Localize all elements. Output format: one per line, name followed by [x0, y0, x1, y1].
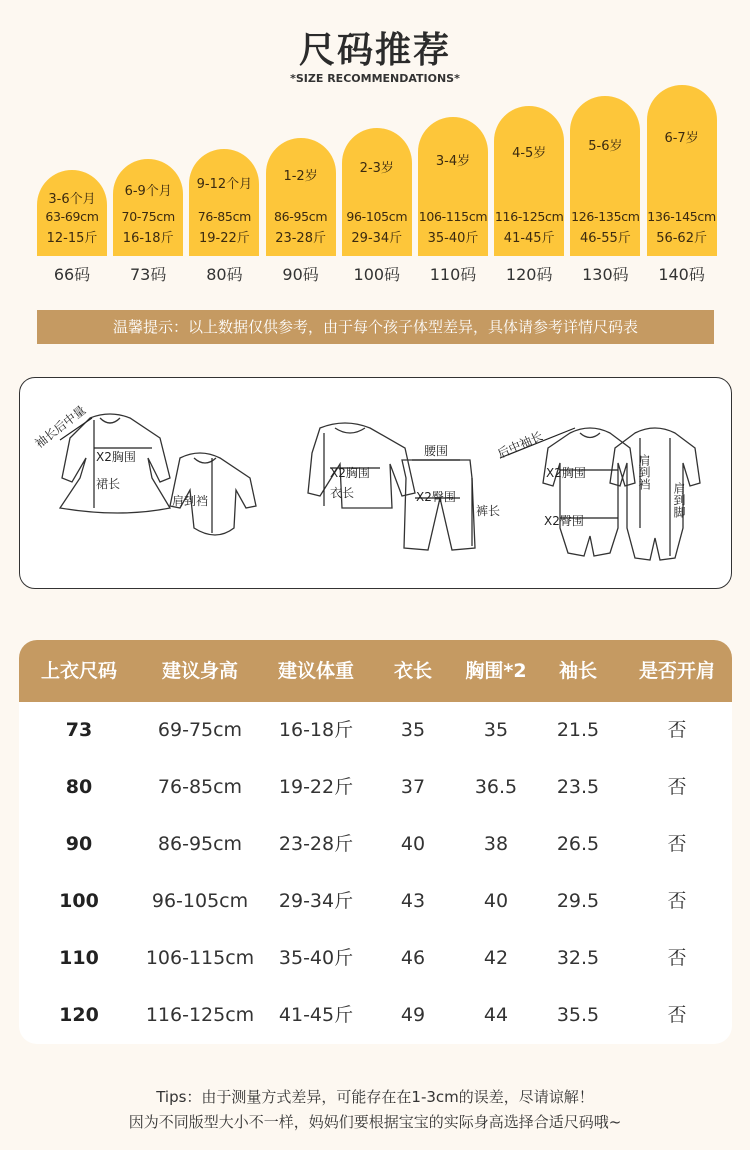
pants-icon — [402, 460, 475, 550]
table-cell: 86-95cm — [157, 833, 243, 855]
table-header-cell: 建议身高 — [161, 660, 238, 682]
table-cell: 23-28斤 — [278, 833, 354, 855]
table-header-cell: 上衣尺码 — [40, 660, 117, 682]
size-code: 130码 — [582, 265, 629, 284]
size-bar-age: 1-2岁 — [283, 169, 318, 185]
table-cell: 否 — [667, 776, 687, 798]
size-bar-weight: 41-45斤 — [503, 231, 555, 246]
page-title: 尺码推荐 — [298, 30, 451, 71]
table-cell: 90 — [65, 833, 93, 855]
table-cell: 40 — [483, 890, 509, 912]
size-bar-height: 116-125cm — [494, 209, 564, 224]
table-cell: 100 — [59, 890, 99, 912]
size-bar-height: 86-95cm — [273, 209, 328, 224]
table-cell: 否 — [667, 890, 687, 912]
size-code: 66码 — [53, 265, 91, 284]
label-shoulder-crotch-2: 肩到裆 — [637, 454, 651, 490]
size-bar-height: 96-105cm — [346, 209, 408, 224]
table-cell: 21.5 — [556, 719, 600, 741]
table-cell: 42 — [483, 947, 509, 969]
table-cell: 76-85cm — [157, 776, 243, 798]
size-bar-weight: 23-28斤 — [275, 231, 326, 246]
size-bar — [570, 96, 640, 256]
table-header-cell: 袖长 — [558, 660, 597, 682]
table-cell: 80 — [65, 776, 93, 798]
label-chest-2: X2胸围 — [330, 466, 370, 480]
size-bar — [266, 138, 336, 256]
romper-front-icon — [543, 428, 635, 556]
label-chest-1: X2胸围 — [96, 450, 136, 464]
size-table — [19, 640, 732, 1044]
table-header — [19, 640, 732, 702]
table-cell: 44 — [483, 1004, 509, 1026]
table-cell: 96-105cm — [151, 890, 249, 912]
size-code: 90码 — [282, 265, 319, 284]
table-cell: 38 — [483, 833, 509, 855]
size-bar-age: 9-12个月 — [196, 176, 253, 192]
label-hip-1: X2臀围 — [416, 490, 456, 504]
table-cell: 36.5 — [474, 776, 518, 798]
label-shoulder-crotch-1: 肩到裆 — [172, 494, 209, 508]
notice-banner: 温馨提示：以上数据仅供参考，由于每个孩子体型差异，具体请参考详情尺码表 — [37, 310, 714, 344]
table-header-cell: 衣长 — [393, 660, 432, 682]
size-bar-weight: 19-22斤 — [199, 231, 250, 246]
size-code-row — [37, 262, 717, 284]
table-cell: 73 — [65, 719, 93, 741]
table-cell: 41-45斤 — [278, 1004, 354, 1026]
garment-illustrations — [20, 378, 733, 590]
size-code: 120码 — [505, 265, 553, 284]
size-code: 73码 — [130, 265, 167, 284]
size-code: 80码 — [206, 265, 243, 284]
table-cell: 46 — [400, 947, 426, 969]
size-bar-age: 5-6岁 — [588, 138, 623, 154]
table-cell: 否 — [667, 719, 687, 741]
size-bar-weight: 46-55斤 — [580, 231, 631, 246]
size-bar-age: 3-6个月 — [48, 192, 96, 207]
table-cell: 16-18斤 — [278, 719, 354, 741]
table-row — [19, 930, 732, 987]
label-back-sleeve: 后中袖长 — [495, 428, 545, 462]
table-cell: 26.5 — [556, 833, 600, 855]
table-cell: 35-40斤 — [278, 947, 354, 969]
size-bar-weight: 16-18斤 — [122, 231, 174, 246]
table-header-cell: 胸围*2 — [465, 660, 527, 682]
table-cell: 否 — [667, 947, 687, 969]
size-bar-weight: 29-34斤 — [351, 231, 403, 246]
label-hip-2: X2臀围 — [544, 514, 584, 528]
size-bar-age: 6-9个月 — [124, 184, 172, 200]
size-bar-age: 3-4岁 — [435, 153, 471, 169]
table-cell: 110 — [59, 947, 99, 969]
label-sleeve-back: 袖长后中量 — [32, 402, 89, 451]
table-row — [19, 759, 732, 816]
table-cell: 116-125cm — [145, 1004, 255, 1026]
table-row — [19, 702, 732, 759]
table-cell: 40 — [400, 833, 426, 855]
size-code: 100码 — [353, 265, 401, 284]
label-skirt-length: 裙长 — [96, 477, 121, 491]
table-cell: 29-34斤 — [278, 890, 354, 912]
size-bar-height: 70-75cm — [121, 209, 175, 224]
size-bar-height: 63-69cm — [45, 209, 99, 224]
size-code: 140码 — [658, 265, 705, 284]
size-bar-weight: 12-15斤 — [46, 231, 98, 246]
size-bar-chart — [37, 86, 717, 256]
tips-line-1: Tips：由于测量方式差异，可能存在在1-3cm的误差，尽请谅解！ — [156, 1088, 594, 1106]
size-bar-age: 4-5岁 — [512, 146, 547, 162]
table-cell: 否 — [667, 833, 687, 855]
table-cell: 69-75cm — [157, 719, 243, 741]
size-bar — [189, 149, 259, 256]
size-bar-height: 106-115cm — [418, 209, 488, 224]
size-bar-age: 6-7岁 — [664, 130, 699, 146]
size-bar — [418, 117, 488, 256]
table-row — [19, 873, 732, 930]
table-cell: 29.5 — [556, 890, 600, 912]
table-cell: 106-115cm — [145, 947, 255, 969]
table-cell: 35 — [483, 719, 509, 741]
table-cell: 120 — [59, 1004, 99, 1026]
table-row — [19, 987, 732, 1044]
label-pants-length: 裤长 — [476, 504, 501, 518]
table-cell: 43 — [400, 890, 426, 912]
table-header-cell: 是否开肩 — [638, 660, 715, 682]
label-chest-3: X2胸围 — [546, 466, 586, 480]
label-top-length: 衣长 — [330, 486, 355, 500]
table-cell: 35 — [400, 719, 426, 741]
table-header-cell: 建议体重 — [277, 660, 354, 682]
table-cell: 19-22斤 — [278, 776, 354, 798]
table-cell: 49 — [400, 1004, 426, 1026]
size-bar-height: 136-145cm — [647, 209, 716, 224]
size-bar — [494, 106, 564, 256]
tips-line-2: 因为不同版型大小不一样，妈妈们要根据宝宝的实际身高选择合适尺码哦~ — [128, 1113, 622, 1131]
measurement-diagram — [19, 377, 732, 589]
label-waist: 腰围 — [424, 444, 449, 458]
table-cell: 23.5 — [556, 776, 600, 798]
size-bar — [37, 170, 107, 256]
label-shoulder-foot: 肩到脚 — [672, 482, 686, 518]
table-row — [19, 816, 732, 873]
size-code: 110码 — [429, 265, 477, 284]
size-bar — [342, 128, 412, 256]
table-cell: 否 — [667, 1004, 687, 1026]
size-bar-weight: 56-62斤 — [656, 231, 707, 246]
table-cell: 35.5 — [556, 1004, 600, 1026]
size-bar-age: 2-3岁 — [359, 161, 394, 177]
size-bar-weight: 35-40斤 — [427, 231, 479, 246]
size-bar — [647, 85, 717, 256]
page-subtitle: *SIZE RECOMMENDATIONS* — [290, 72, 460, 85]
table-cell: 37 — [400, 776, 426, 798]
table-cell: 32.5 — [556, 947, 600, 969]
size-bar-height: 76-85cm — [197, 209, 252, 224]
size-bar — [113, 159, 183, 256]
size-bar-height: 126-135cm — [571, 209, 640, 224]
